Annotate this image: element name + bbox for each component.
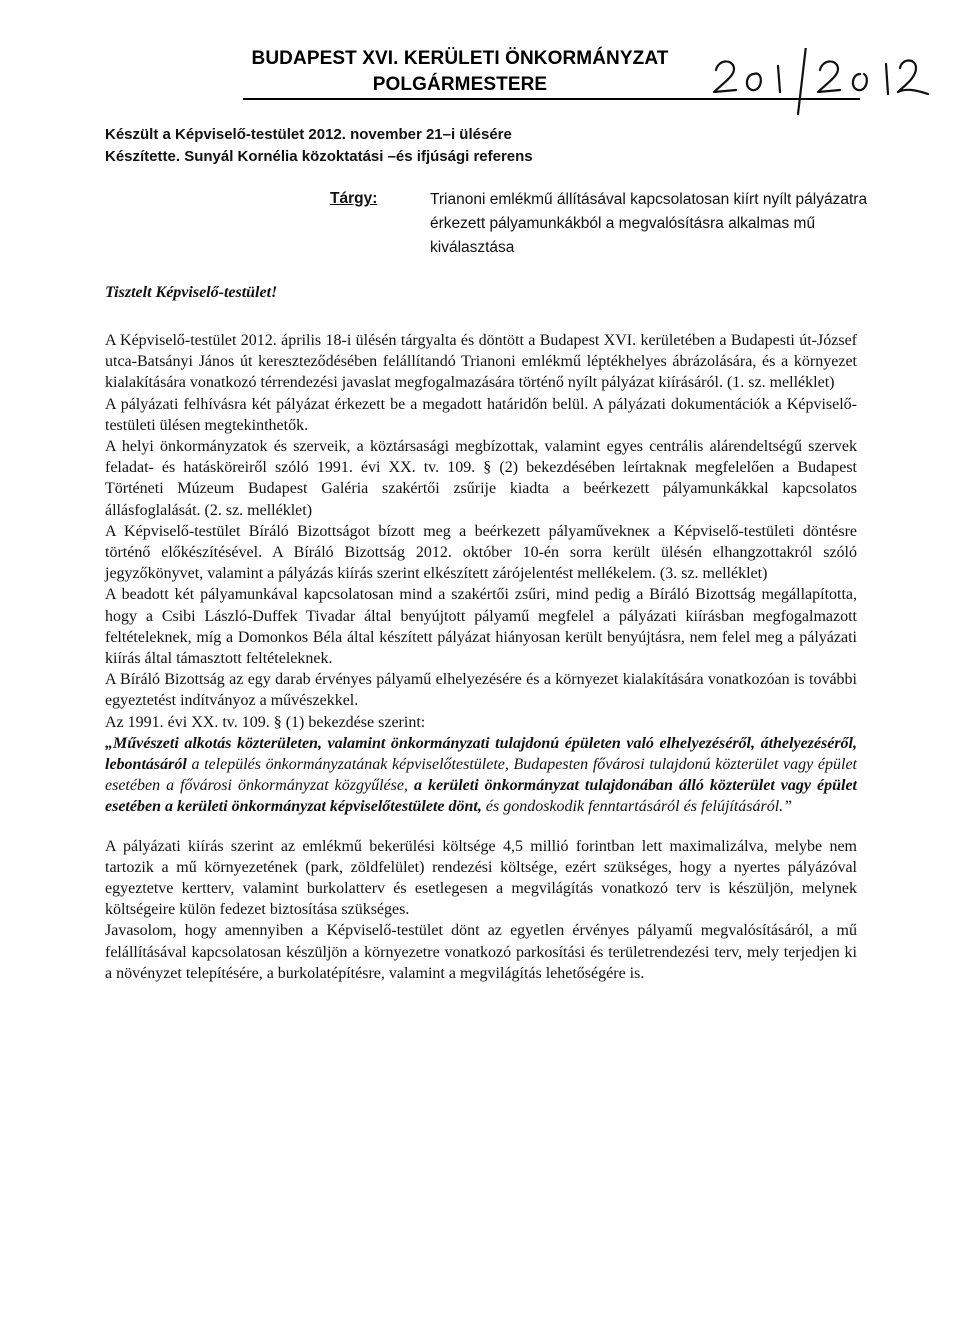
paragraph: A Képviselő-testület 2012. április 18-i ülésén tárgyalta és döntött a Budapest XVI. kerületében a Budapesti út-József utca-Batsányi János út kereszteződésében felállítandó Trianoni emlékmű léptékhelyes ábrázolására, és a környezet kialakítására vonatkozó térrendezési javaslat megfogalmazására történő nyílt pályázat kiírásáról. (1. sz. melléklet) xyxy=(105,332,857,392)
salutation: Tisztelt Képviselő-testület! xyxy=(105,284,278,301)
org-office: POLGÁRMESTERE xyxy=(372,74,548,95)
paragraph-gap xyxy=(105,818,857,836)
paragraph: A pályázati felhívásra két pályázat érkezett be a megadott határidőn belül. A pályázati dokumentációk a Képviselő-testületi ülésen megtekinthetők. xyxy=(105,395,857,434)
org-name: BUDAPEST XVI. KERÜLETI ÖNKORMÁNYZAT xyxy=(251,48,669,69)
paragraph: A Bíráló Bizottság az egy darab érvényes pályamű elhelyezésére és a környezet kialakítására vonatkozóan is további egyeztetést indítványoz a művészekkel. xyxy=(105,671,857,710)
subject-text: Trianoni emlékmű állításával kapcsolatosan kiírt nyílt pályázatra érkezett pályamunkákból a megvalósításra alkalmas mű kiválasztása xyxy=(430,191,868,256)
law-quote xyxy=(105,733,857,818)
paragraph: A pályázati kiírás szerint az emlékmű bekerülési költsége 4,5 millió forintban lett maximalizálva, melybe nem tartozik a mű környezetének (park, zöldfelület) rendezési költsége, ezért szükséges, hogy a nyertes pályázóval egyeztetve kertterv, valamint burkolatterv és esetlegesen a megvilágítás vonatkozó terv is készüljön, melynek költségeire külön fedezet biztosítása szükséges. xyxy=(105,837,857,919)
quote-segment: a kerületi önkormányzat tulajdonában álló közterület vagy épület esetében a kerületi önkormányzat képviselőtestülete dönt, xyxy=(105,777,857,816)
paragraph: Az 1991. évi XX. tv. 109. § (1) bekezdése szerint: xyxy=(105,713,426,731)
handwritten-number xyxy=(702,48,952,118)
paragraph: A helyi önkormányzatok és szerveik, a köztársasági megbízottak, valamint egyes centrális alárendeltségű szervek feladat- és hatásköreiről szóló 1991. évi XX. tv. 109. § (2) bekezdésében leírtaknak megfelelően a Budapest Történeti Múzeum Budapest Galéria szakértői zsűrije kiadta a beérkezett pályamunkákkal kapcsolatos állásfoglalását. (2. sz. melléklet) xyxy=(105,438,857,519)
letter-body xyxy=(105,330,857,984)
subject-label: Tárgy: xyxy=(330,190,378,207)
prepared-for: Készült a Képviselő-testület 2012. november 21–i ülésére xyxy=(105,126,512,143)
document-meta xyxy=(105,124,533,168)
quote-segment: és gondoskodik fenntartásáról és felújításáról.” xyxy=(481,798,793,816)
quote-segment: a település önkormányzatának képviselőtestülete, Budapesten fővárosi tulajdonú közterület vagy épület esetében a fővárosi önkormányzat közgyűlése, xyxy=(105,756,857,795)
prepared-by: Készítette. Sunyál Kornélia közoktatási –és ifjúsági referens xyxy=(105,148,533,165)
paragraph: A Képviselő-testület Bíráló Bizottságot bízott meg a beérkezett pályaművekneк a Képviselő-testületi döntésre történő előkészítésével. A Bíráló Bizottság 2012. október 10-én sorra került ülésén elhangzottakról szóló jegyzőkönyvet, valamint a pályázás kiírás szerint elkészített zárójelentést mellékelem. (3. sz. melléklet) xyxy=(105,522,857,583)
quote-segment: „Művészeti alkotás közterületen, valamint önkormányzati tulajdonú épületen való elhelyezéséről, áthelyezéséről, lebontásáról xyxy=(105,734,857,774)
paragraph: A beadott két pályamunkával kapcsolatosan mind a szakértői zsűri, mind pedig a Bíráló Bizottság megállapította, hogy a Csibi László-Duffek Tivadar által benyújtott pályamű megfelel a pályázati kiírásban megfogalmazott feltételeknek, míg a Domonkos Béla által készített pályázat hiányosan került benyújtásra, nem felel meg a pályázati kiírás által támasztott feltételeknek. xyxy=(105,586,857,668)
paragraph: Javasolom, hogy amennyiben a Képviselő-testület dönt az egyetlen érvényes pályamű megvalósításáról, a mű felállításával kapcsolatosan készüljön a környezetre vonatkozó parkosítási és területrendezési terv, mely terjedjen ki a növényzet telepítésére, a burkolatépítésre, valamint a megvilágítás lehetőségére is. xyxy=(105,922,857,982)
